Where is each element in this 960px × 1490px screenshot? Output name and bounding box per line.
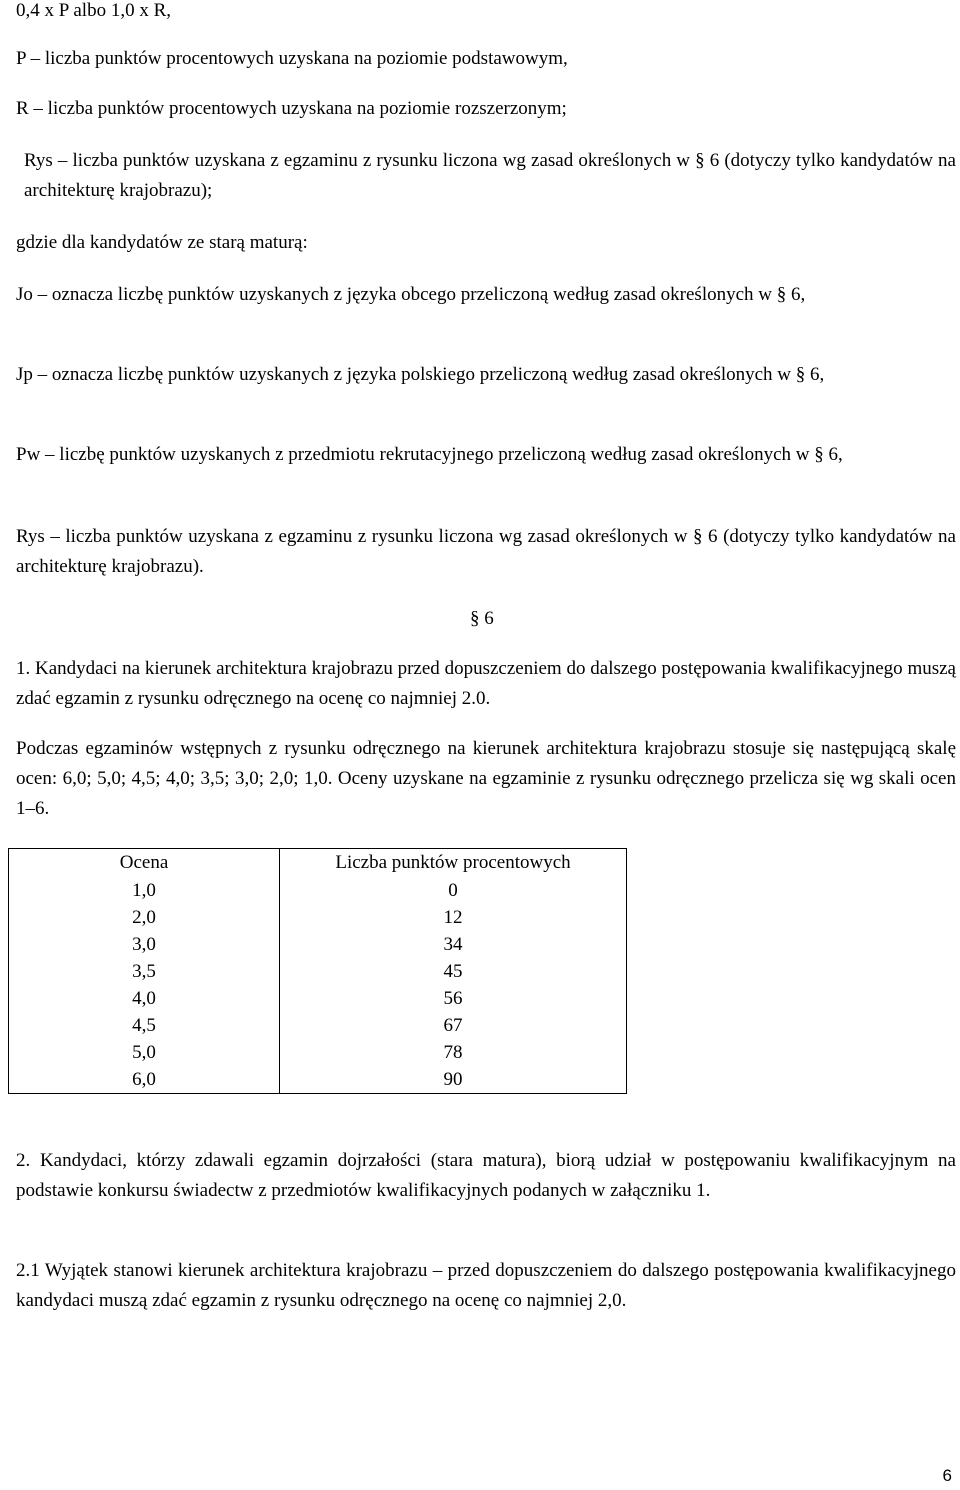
points-cell: 12 <box>280 904 627 931</box>
grade-cell: 5,0 <box>9 1039 280 1066</box>
exam-scale-paragraph: Podczas egzaminów wstępnych z rysunku odręcznego na kierunek architektura krajobrazu stosuje się następującą skalę ocen: 6,0; 5,0; 4,5; 4,0; 3,5; 3,0; 2,0; 1,0. Oceny uzyskane na egzaminie z rysunku odręcznego przelicza się wg skali ocen 1–6. <box>16 738 956 819</box>
definition-jp: Jp – oznacza liczbę punktów uzyskanych z języka polskiego przeliczoną według zasad określonych w § 6, <box>16 364 825 385</box>
table-row <box>9 1066 627 1094</box>
point-2: 2. Kandydaci, którzy zdawali egzamin dojrzałości (stara matura), biorą udział w postępowaniu kwalifikacyjnym na podstawie konkursu świadectw z przedmiotów kwalifikacyjnych podanych w załączniku 1. <box>16 1150 956 1201</box>
formula-line: 0,4 x P albo 1,0 x R, <box>16 0 171 21</box>
section-heading: § 6 <box>470 608 494 629</box>
table-row <box>9 1012 627 1039</box>
point-2-1: 2.1 Wyjątek stanowi kierunek architektura krajobrazu – przed dopuszczeniem do dalszego postępowania kwalifikacyjnego kandydaci muszą zdać egzamin z rysunku odręcznego na ocenę co najmniej 2,0. <box>16 1260 956 1311</box>
points-cell: 34 <box>280 931 627 958</box>
table-row <box>9 985 627 1012</box>
table-row <box>9 904 627 931</box>
grade-cell: 6,0 <box>9 1066 280 1094</box>
definition-r: R – liczba punktów procentowych uzyskana na poziomie rozszerzonym; <box>16 98 567 119</box>
point-1: 1. Kandydaci na kierunek architektura krajobrazu przed dopuszczeniem do dalszego postępowania kwalifikacyjnego muszą zdać egzamin z rysunku odręcznego na ocenę co najmniej 2.0. <box>16 658 956 709</box>
old-matura-intro: gdzie dla kandydatów ze starą maturą: <box>16 232 308 253</box>
definition-pw: Pw – liczbę punktów uzyskanych z przedmiotu rekrutacyjnego przeliczoną według zasad określonych w § 6, <box>16 444 843 465</box>
table-row <box>9 931 627 958</box>
column-header-points: Liczba punktów procentowych <box>280 849 627 878</box>
definition-rys-2: Rys – liczba punktów uzyskana z egzaminu z rysunku liczona wg zasad określonych w § 6 (dotyczy tylko kandydatów na architekturę krajobrazu). <box>16 526 956 577</box>
points-cell: 56 <box>280 985 627 1012</box>
definition-rys-1: Rys – liczba punktów uzyskana z egzaminu z rysunku liczona wg zasad określonych w § 6 (dotyczy tylko kandydatów na architekturę krajobrazu); <box>24 150 956 201</box>
points-cell: 78 <box>280 1039 627 1066</box>
grade-conversion-table <box>8 848 627 1094</box>
column-header-grade: Ocena <box>9 849 280 878</box>
grade-cell: 4,5 <box>9 1012 280 1039</box>
points-cell: 45 <box>280 958 627 985</box>
points-cell: 67 <box>280 1012 627 1039</box>
grade-cell: 3,5 <box>9 958 280 985</box>
page-number: 6 <box>942 1466 952 1485</box>
definition-p: P – liczba punktów procentowych uzyskana na poziomie podstawowym, <box>16 48 568 69</box>
grade-cell: 3,0 <box>9 931 280 958</box>
points-cell: 90 <box>280 1066 627 1094</box>
grade-cell: 2,0 <box>9 904 280 931</box>
table-row <box>9 958 627 985</box>
points-cell: 0 <box>280 877 627 904</box>
grade-cell: 1,0 <box>9 877 280 904</box>
table-row <box>9 877 627 904</box>
grade-cell: 4,0 <box>9 985 280 1012</box>
table-row <box>9 1039 627 1066</box>
definition-jo: Jo – oznacza liczbę punktów uzyskanych z języka obcego przeliczoną według zasad określonych w § 6, <box>16 284 806 305</box>
table-header-row <box>9 849 627 878</box>
